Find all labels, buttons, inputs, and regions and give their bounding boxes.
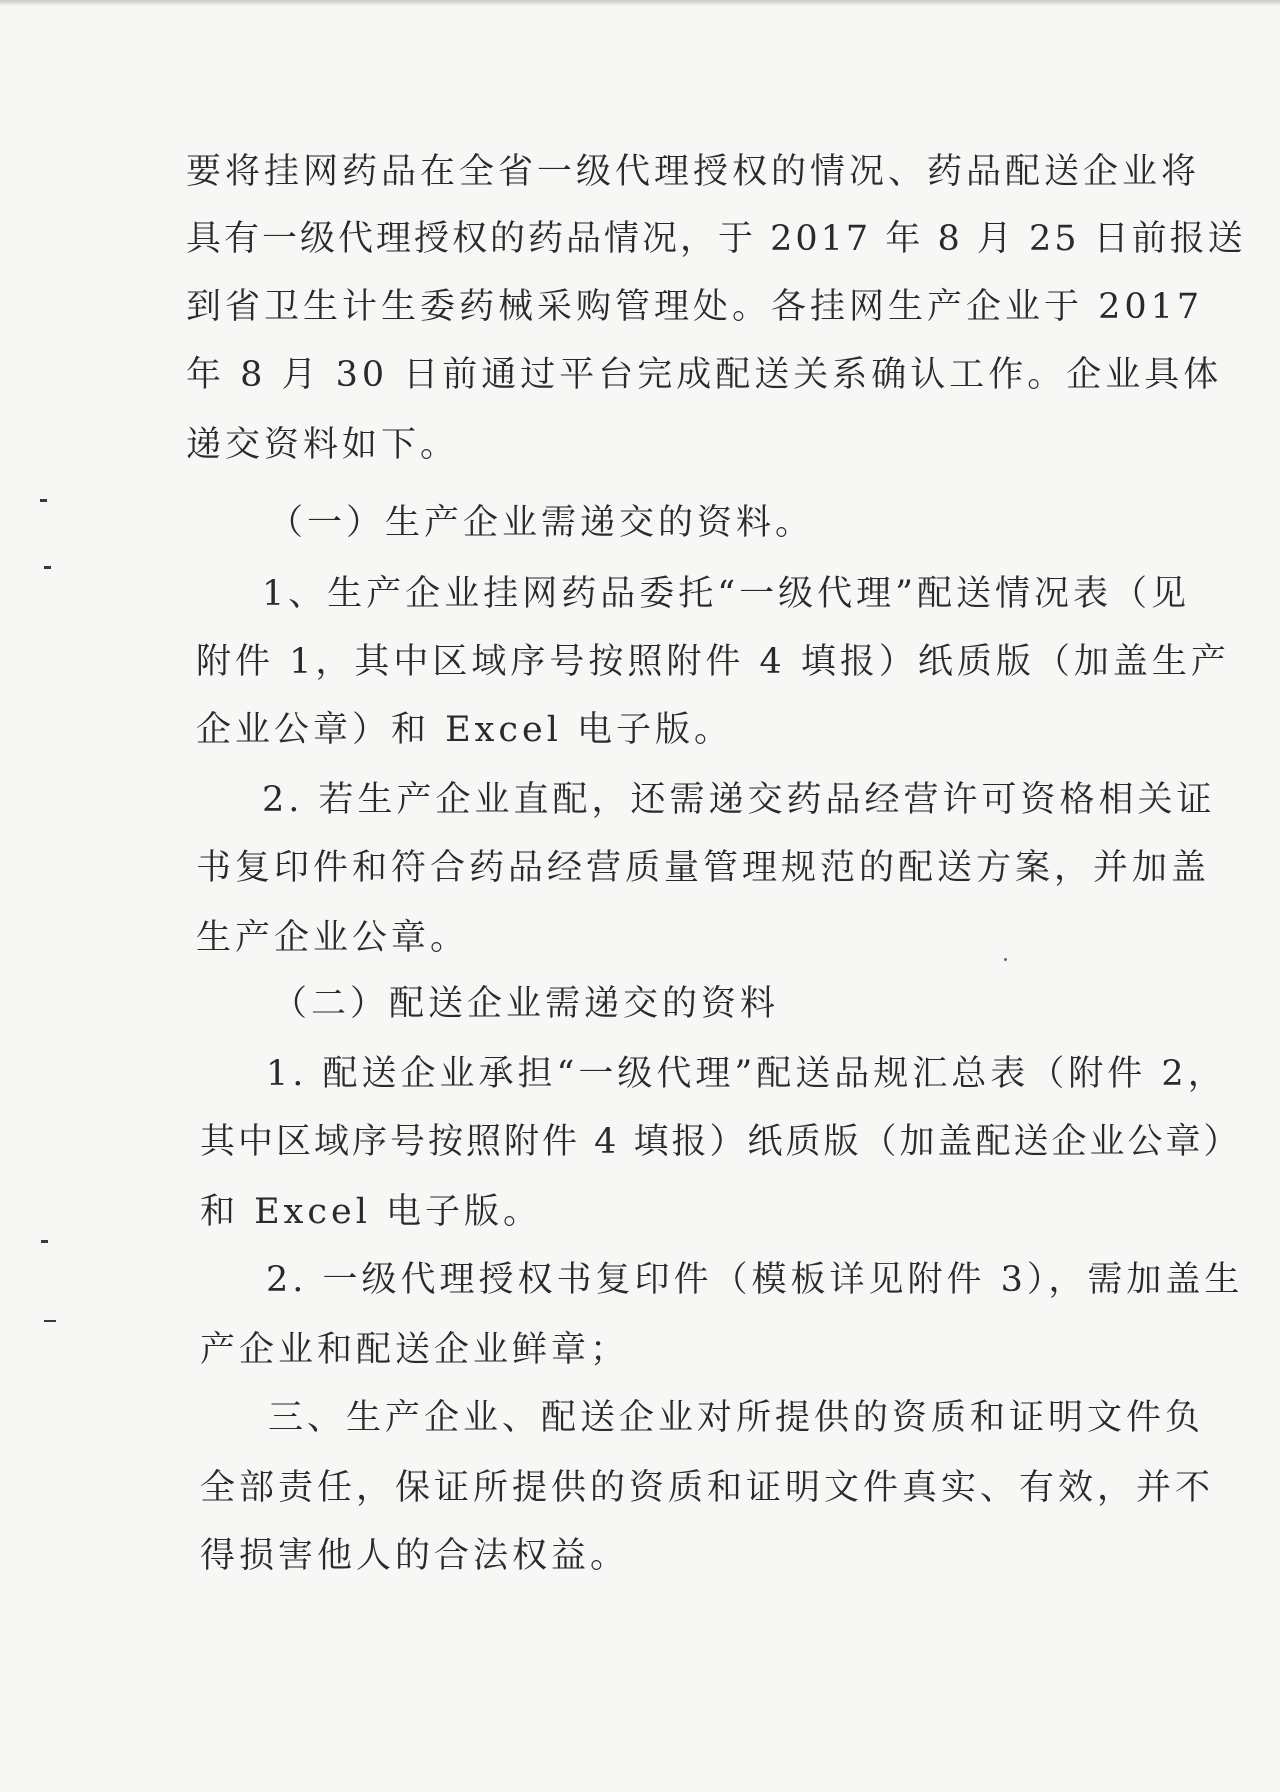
scan-mark [44,566,51,569]
paragraph-line: 和 Excel 电子版。 [200,1192,543,1232]
paragraph-line: 全部责任，保证所提供的资质和证明文件真实、有效，并不 [200,1468,1215,1508]
paragraph-line: 具有一级代理授权的药品情况，于 2017 年 8 月 25 日前报送 [186,219,1246,259]
paragraph-line: 附件 1，其中区域序号按照附件 4 填报）纸质版（加盖生产 [196,642,1230,682]
paragraph-line: 到省卫生计生委药械采购管理处。各挂网生产企业于 2017 [186,287,1204,327]
scan-mark [40,499,47,502]
paragraph-line: 年 8 月 30 日前通过平台完成配送关系确认工作。企业具体 [186,355,1223,395]
paragraph-line: 要将挂网药品在全省一级代理授权的情况、药品配送企业将 [186,152,1201,192]
scan-speck [1004,958,1007,961]
paragraph-line: 1、生产企业挂网药品委托“一级代理”配送情况表（见 [262,574,1191,614]
paragraph-line: 其中区域序号按照附件 4 填报）纸质版（加盖配送企业公章） [200,1122,1242,1162]
paragraph-line: 书复印件和符合药品经营质量管理规范的配送方案，并加盖 [196,848,1211,888]
section-heading: （二）配送企业需递交的资料 [272,984,780,1024]
scan-top-edge [0,0,1280,6]
paragraph-line: 得损害他人的合法权益。 [200,1536,630,1576]
paragraph-line: 2. 若生产企业直配，还需递交药品经营许可资格相关证 [262,780,1216,820]
paragraph-line: 企业公章）和 Excel 电子版。 [196,710,734,750]
section-heading: （一）生产企业需递交的资料。 [268,503,815,543]
scan-mark [41,1240,48,1243]
paragraph-line: 生产企业公章。 [196,918,470,958]
paragraph-line: 1. 配送企业承担“一级代理”配送品规汇总表（附件 2， [266,1054,1227,1094]
paragraph-line: 递交资料如下。 [186,425,460,465]
paragraph-line: 2. 一级代理授权书复印件（模板详见附件 3），需加盖生 [266,1260,1244,1300]
scan-mark [44,1320,56,1322]
paragraph-line: 产企业和配送企业鲜章； [200,1330,630,1370]
paragraph-line: 三、生产企业、配送企业对所提供的资质和证明文件负 [268,1398,1205,1438]
